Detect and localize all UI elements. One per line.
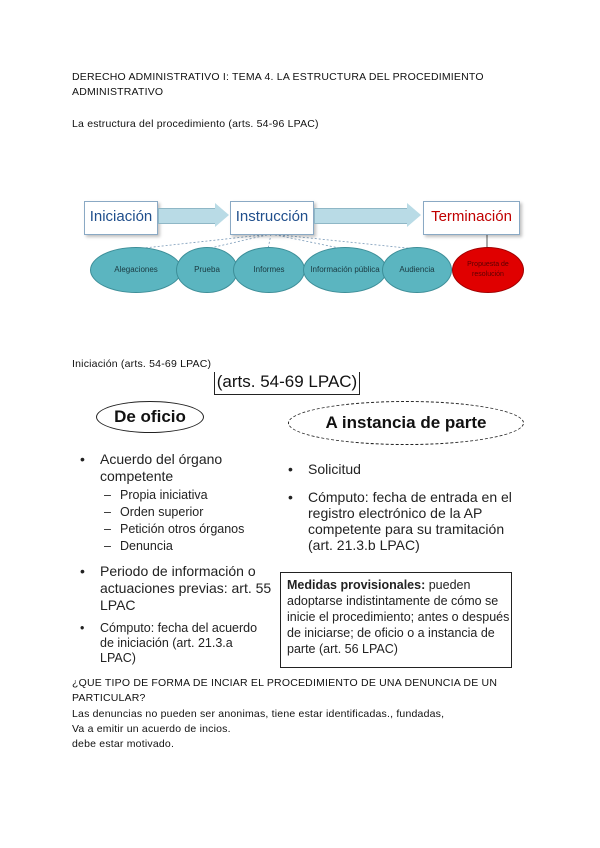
phase-alegaciones: Alegaciones — [90, 247, 182, 293]
question-text: ¿QUE TIPO DE FORMA DE INCIAR EL PROCEDIMIENTO DE UNA DENUNCIA DE UN PARTICULAR? — [72, 677, 498, 704]
arrow-right-icon — [314, 208, 407, 224]
phase-propuesta-resolucion: Propuesta de resolución — [452, 247, 524, 293]
medidas-box — [280, 572, 512, 668]
medidas-text: pueden adoptarse indistintamente de cómo se inicie el procedimiento; antes o después de iniciarse; de oficio o a instancia de parte (art. 56 LPAC) — [287, 578, 510, 656]
phase-informacion-publica: Información pública — [303, 247, 387, 293]
answer-line: debe estar motivado. — [72, 738, 175, 750]
heading-iniciacion: Iniciación (arts. 54-69 LPAC) — [72, 358, 212, 370]
sub-item-propia: – Propia iniciativa — [120, 487, 208, 504]
stage-instruccion: Instrucción — [230, 201, 314, 235]
stage-iniciacion: Iniciación — [84, 201, 158, 235]
bullet-solicitud: • Solicitud — [308, 461, 361, 478]
document-title: DERECHO ADMINISTRATIVO I: TEMA 4. LA ESTRUCTURA DEL PROCEDIMIENTO ADMINISTRATIVO — [72, 71, 484, 98]
slide-header: (arts. 54-69 LPAC) — [214, 372, 360, 395]
sub-item-peticion: – Petición otros órganos — [120, 521, 244, 538]
phase-prueba: Prueba — [176, 247, 238, 293]
connector-informacion — [271, 234, 344, 249]
sub-item-orden: – Orden superior — [120, 504, 203, 521]
phase-audiencia: Audiencia — [382, 247, 452, 293]
medidas-title: Medidas provisionales: — [287, 578, 426, 592]
answer-line: Las denuncias no pueden ser anonimas, tiene estar identificadas., fundadas, — [72, 708, 445, 720]
heading-estructura: La estructura del procedimiento (arts. 54-96 LPAC) — [72, 118, 319, 130]
bullet-computo-parte: • Cómputo: fecha de entrada en el registro electrónico de la AP competente para su tramitación (art. 21.3.b LPAC) — [308, 489, 526, 553]
bullet-acuerdo: • Acuerdo del órgano competente — [100, 451, 270, 485]
de-oficio-label: De oficio — [96, 401, 204, 433]
answer-line: Va a emitir un acuerdo de incios. — [72, 723, 231, 735]
phase-informes: Informes — [233, 247, 305, 293]
bullet-periodo: • Periodo de información o actuaciones previas: art. 55 LPAC — [100, 563, 295, 614]
iniciacion-slide — [66, 367, 526, 672]
procedure-diagram — [78, 193, 528, 298]
bullet-computo-oficio: • Cómputo: fecha del acuerdo de iniciación (art. 21.3.a LPAC) — [100, 621, 270, 666]
a-instancia-label: A instancia de parte — [288, 401, 524, 445]
sub-item-denuncia: – Denuncia — [120, 538, 173, 555]
arrow-right-icon — [158, 208, 215, 224]
stage-terminacion: Terminación — [423, 201, 520, 235]
